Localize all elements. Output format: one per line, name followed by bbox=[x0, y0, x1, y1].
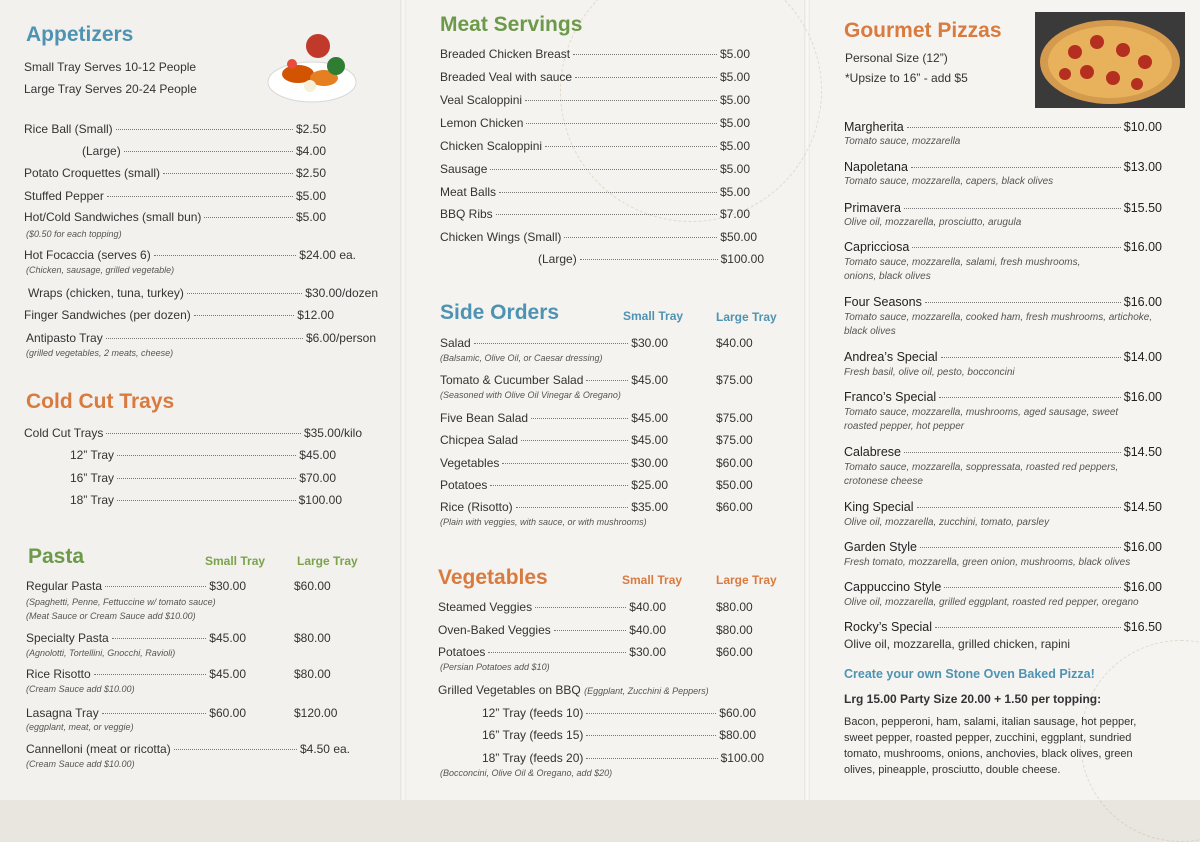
menu-item: 16” Tray $70.00 bbox=[70, 471, 336, 485]
item-note: (Spaghetti, Penne, Fettuccine w/ tomato sauce) bbox=[26, 597, 216, 607]
pizza-size: Personal Size (12”) bbox=[845, 51, 948, 65]
pizza-description: Olive oil, mozzarella, grilled eggplant, roasted red pepper, oregano bbox=[844, 597, 1139, 608]
menu-item: Rice Risotto $45.00 $80.00 bbox=[26, 667, 331, 681]
meat-servings-heading: Meat Servings bbox=[440, 13, 583, 36]
pizza-item: Calabrese $14.50 bbox=[844, 445, 1162, 459]
menu-item: Hot/Cold Sandwiches (small bun) $5.00 bbox=[24, 210, 326, 224]
large-tray-column-header: Large Tray bbox=[716, 573, 777, 587]
menu-item: Breaded Veal with sauce $5.00 bbox=[440, 70, 750, 84]
menu-item: Cannelloni (meat or ricotta) $4.50 ea. bbox=[26, 742, 350, 756]
menu-item: Potatoes $30.00 $60.00 bbox=[438, 645, 753, 659]
menu-item: 18” Tray $100.00 bbox=[70, 493, 342, 507]
menu-item: Rice Ball (Small) $2.50 bbox=[24, 122, 326, 136]
large-tray-column-header: Large Tray bbox=[716, 310, 777, 324]
small-tray-column-header: Small Tray bbox=[623, 309, 684, 323]
menu-item: Vegetables $30.00 $60.00 bbox=[440, 456, 753, 470]
menu-item: Sausage $5.00 bbox=[440, 162, 750, 176]
pasta-heading: Pasta bbox=[28, 545, 85, 568]
menu-item: Finger Sandwiches (per dozen) $12.00 bbox=[24, 308, 334, 322]
menu-item: 18” Tray (feeds 20) $100.00 bbox=[482, 751, 764, 765]
menu-item: Lasagna Tray $60.00 $120.00 bbox=[26, 706, 338, 720]
item-note: (Bocconcini, Olive Oil & Oregano, add $20) bbox=[440, 768, 613, 778]
grilled-vegetables-title bbox=[438, 683, 709, 697]
large-tray-column-header: Large Tray bbox=[297, 554, 358, 568]
menu-item: Wraps (chicken, tuna, turkey) $30.00/dozen bbox=[28, 286, 378, 300]
menu-item: 12” Tray (feeds 10) $60.00 bbox=[482, 706, 756, 720]
small-tray-serves: Small Tray Serves 10-12 People bbox=[24, 60, 197, 74]
menu-item: BBQ Ribs $7.00 bbox=[440, 207, 750, 221]
grilled-vegetables-label: Grilled Vegetables on BBQ bbox=[438, 683, 581, 697]
gourmet-pizzas-heading: Gourmet Pizzas bbox=[844, 19, 1002, 42]
menu-item: (Large) $4.00 bbox=[82, 144, 326, 158]
grilled-vegetables-note: (Eggplant, Zucchini & Peppers) bbox=[584, 686, 709, 696]
item-note: (Agnolotti, Tortellini, Gnocchi, Ravioli) bbox=[26, 648, 176, 658]
menu-item: Oven-Baked Veggies $40.00 $80.00 bbox=[438, 623, 753, 637]
pizza-item: Margherita $10.00 bbox=[844, 120, 1162, 134]
menu-item: Meat Balls $5.00 bbox=[440, 185, 750, 199]
pizza-description: Tomato sauce, mozzarella, cooked ham, fresh mushrooms, artichoke, black olives bbox=[844, 312, 1153, 337]
pizza-description: Olive oil, mozzarella, zucchini, tomato, parsley bbox=[844, 517, 1050, 528]
pizza-item: King Special $14.50 bbox=[844, 500, 1162, 514]
pizza-item: Andrea’s Special $14.00 bbox=[844, 350, 1162, 364]
menu-item: Chicpea Salad $45.00 $75.00 bbox=[440, 433, 753, 447]
item-note: (eggplant, meat, or veggie) bbox=[26, 722, 134, 732]
menu-item: Hot Focaccia (serves 6) $24.00 ea. bbox=[24, 248, 356, 262]
menu-item: Five Bean Salad $45.00 $75.00 bbox=[440, 411, 753, 425]
pizza-item: Garden Style $16.00 bbox=[844, 540, 1162, 554]
menu-item: Antipasto Tray $6.00/person bbox=[26, 331, 376, 345]
pizza-item: Cappuccino Style $16.00 bbox=[844, 580, 1162, 594]
menu-item: Chicken Wings (Small) $50.00 bbox=[440, 230, 757, 244]
menu-item: Breaded Chicken Breast $5.00 bbox=[440, 47, 750, 61]
small-tray-column-header: Small Tray bbox=[622, 573, 683, 587]
item-note: (grilled vegetables, 2 meats, cheese) bbox=[26, 348, 174, 358]
pizza-item: Capricciosa $16.00 bbox=[844, 240, 1162, 254]
create-your-own-heading: Create your own Stone Oven Baked Pizza! bbox=[844, 667, 1095, 681]
item-note: (Plain with veggies, with sauce, or with mushrooms) bbox=[440, 517, 647, 527]
item-note: (Persian Potatoes add $10) bbox=[440, 662, 550, 672]
menu-item: Cold Cut Trays $35.00/kilo bbox=[24, 426, 362, 440]
pizza-item: Four Seasons $16.00 bbox=[844, 295, 1162, 309]
item-note: (Chicken, sausage, grilled vegetable) bbox=[26, 265, 175, 275]
pizza-description: Tomato sauce, mozzarella, soppressata, roasted red peppers, crotonese cheese bbox=[844, 462, 1119, 487]
pizza-description: Fresh basil, olive oil, pesto, bocconcini bbox=[844, 367, 1015, 378]
fold-line bbox=[400, 0, 406, 800]
menu-item: Potatoes $25.00 $50.00 bbox=[440, 478, 753, 492]
menu-item: Regular Pasta $30.00 $60.00 bbox=[26, 579, 331, 593]
large-tray-serves: Large Tray Serves 20-24 People bbox=[24, 82, 197, 96]
menu-item: Salad $30.00 $40.00 bbox=[440, 336, 753, 350]
item-note: (Cream Sauce add $10.00) bbox=[26, 684, 135, 694]
pizza-image bbox=[1035, 12, 1185, 108]
pizza-item: Rocky’s Special $16.50 bbox=[844, 620, 1162, 634]
menu-item: (Large) $100.00 bbox=[538, 252, 764, 266]
small-tray-column-header: Small Tray bbox=[205, 554, 266, 568]
appetizers-heading: Appetizers bbox=[26, 23, 134, 46]
menu-item: Steamed Veggies $40.00 $80.00 bbox=[438, 600, 753, 614]
item-note: (Seasoned with Olive Oil Vinegar & Oregano) bbox=[440, 390, 621, 400]
create-your-own-prices: Lrg 15.00 Party Size 20.00 + 1.50 per topping: bbox=[844, 692, 1102, 706]
vegetables-heading: Vegetables bbox=[438, 566, 548, 589]
pizza-item: Primavera $15.50 bbox=[844, 201, 1162, 215]
menu-item: Stuffed Pepper $5.00 bbox=[24, 189, 326, 203]
item-note: (Cream Sauce add $10.00) bbox=[26, 759, 135, 769]
item-note: (Balsamic, Olive Oil, or Caesar dressing) bbox=[440, 353, 603, 363]
pizza-description: Fresh tomato, mozzarella, green onion, mushrooms, black olives bbox=[844, 557, 1131, 568]
menu-item: Lemon Chicken $5.00 bbox=[440, 116, 750, 130]
pizza-item: Napoletana $13.00 bbox=[844, 160, 1162, 174]
menu-item: 12” Tray $45.00 bbox=[70, 448, 336, 462]
pizza-upsize: *Upsize to 16” - add $5 bbox=[845, 71, 968, 85]
pizza-description: Tomato sauce, mozzarella, salami, fresh mushrooms, onions, black olives bbox=[844, 257, 1081, 282]
menu-item: 16” Tray (feeds 15) $80.00 bbox=[482, 728, 756, 742]
side-orders-heading: Side Orders bbox=[440, 301, 560, 324]
pizza-description: Olive oil, mozzarella, prosciutto, arugula bbox=[844, 217, 1022, 228]
pizza-description: Tomato sauce, mozzarella, capers, black olives bbox=[844, 176, 1054, 187]
item-note: (Meat Sauce or Cream Sauce add $10.00) bbox=[26, 611, 196, 621]
appetizer-plate-image bbox=[266, 30, 358, 106]
pizza-description: Olive oil, mozzarella, grilled chicken, rapini bbox=[844, 637, 1071, 651]
menu-item: Specialty Pasta $45.00 $80.00 bbox=[26, 631, 331, 645]
menu-item: Veal Scaloppini $5.00 bbox=[440, 93, 750, 107]
menu-item: Tomato & Cucumber Salad $45.00 $75.00 bbox=[440, 373, 753, 387]
pizza-description: Tomato sauce, mozzarella, mushrooms, aged sausage, sweet roasted pepper, hot pepper bbox=[844, 407, 1119, 432]
cold-cut-heading: Cold Cut Trays bbox=[26, 390, 175, 413]
menu-item: Rice (Risotto) $35.00 $60.00 bbox=[440, 500, 753, 514]
pizza-item: Franco’s Special $16.00 bbox=[844, 390, 1162, 404]
toppings-list: Bacon, pepperoni, ham, salami, italian sausage, hot pepper, sweet pepper, roasted pepper, zucchini, eggplant, sundried tomato, mushrooms, onions, anchovies, black olives, green olives, pineapple, prosciutto, double cheese. bbox=[844, 716, 1137, 776]
pizza-description: Tomato sauce, mozzarella bbox=[844, 136, 961, 147]
menu-item: Potato Croquettes (small) $2.50 bbox=[24, 166, 326, 180]
menu-item: Chicken Scaloppini $5.00 bbox=[440, 139, 750, 153]
item-note: ($0.50 for each topping) bbox=[26, 229, 122, 239]
